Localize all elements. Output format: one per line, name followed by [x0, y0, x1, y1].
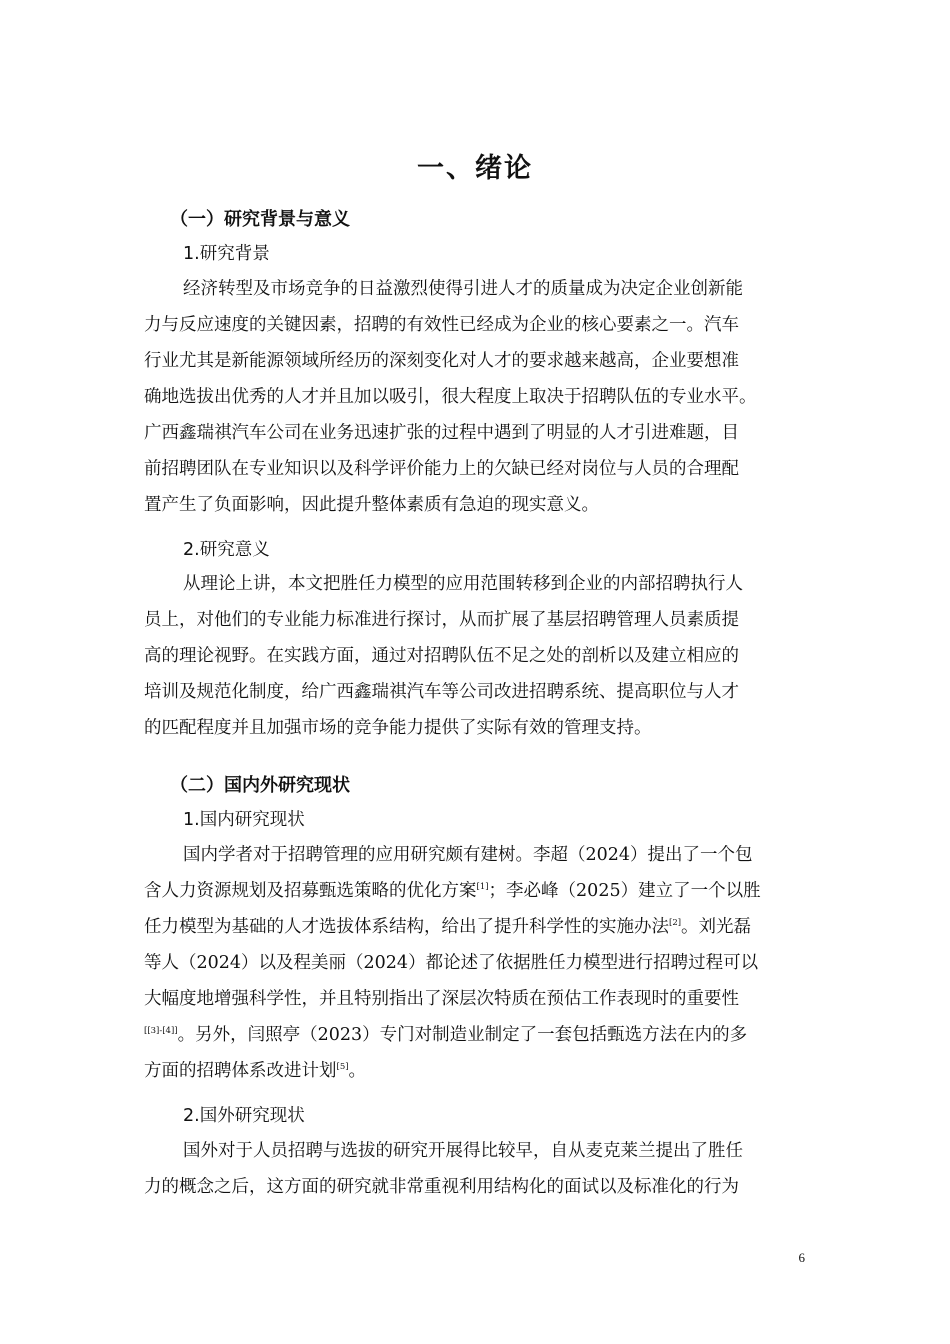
subsection-heading-research-significance: 2.研究意义	[183, 540, 270, 560]
paragraph-line: 力的概念之后，这方面的研究就非常重视利用结构化的面试以及标准化的行为	[144, 1177, 739, 1197]
paragraph-line: 的匹配程度并且加强市场的竞争能力提供了实际有效的管理支持。	[144, 718, 652, 738]
paragraph-line: 培训及规范化制度，给广西鑫瑞祺汽车等公司改进招聘系统、提高职位与人才	[144, 682, 739, 702]
paragraph-line: 大幅度地增强科学性，并且特别指出了深层次特质在预估工作表现时的重要性	[144, 989, 739, 1009]
text-run: 。刘光磊	[681, 917, 752, 937]
paragraph-line: 前招聘团队在专业知识以及科学评价能力上的欠缺已经对岗位与人员的合理配	[144, 459, 739, 479]
subsection-heading-research-background: 1.研究背景	[183, 244, 270, 264]
paragraph-line: 员上，对他们的专业能力标准进行探讨，从而扩展了基层招聘管理人员素质提	[144, 610, 739, 630]
text-run: 。另外，闫照亭（2023）专门对制造业制定了一套包括甄选方法在内的多	[177, 1025, 748, 1045]
paragraph-line: 行业尤其是新能源领域所经历的深刻变化对人才的要求越来越高，企业要想准	[144, 351, 739, 371]
paragraph-line	[144, 1059, 366, 1083]
paragraph-line: 置产生了负面影响，因此提升整体素质有急迫的现实意义。	[144, 495, 599, 515]
citation-ref: [2]	[669, 918, 682, 928]
text-run: 方面的招聘体系改进计划	[144, 1061, 337, 1081]
paragraph-line: 国内学者对于招聘管理的应用研究颇有建树。李超（2024）提出了一个包	[183, 845, 753, 865]
citation-ref: [5]	[336, 1062, 349, 1072]
citation-ref: [1]	[476, 882, 489, 892]
paragraph-line: 从理论上讲，本文把胜任力模型的应用范围转移到企业的内部招聘执行人	[183, 574, 743, 594]
paragraph-line: 国外对于人员招聘与选拔的研究开展得比较早，自从麦克莱兰提出了胜任	[183, 1141, 743, 1161]
paragraph-line	[144, 879, 761, 903]
text-run: 含人力资源规划及招募甄选策略的优化方案	[144, 881, 477, 901]
subsection-heading-foreign-status: 2.国外研究现状	[183, 1106, 305, 1126]
paragraph-line: 经济转型及市场竞争的日益激烈使得引进人才的质量成为决定企业创新能	[183, 279, 743, 299]
text-run: 。	[348, 1061, 367, 1081]
page-number: 6	[798, 1250, 805, 1265]
paragraph-line: 力与反应速度的关键因素，招聘的有效性已经成为企业的核心要素之一。汽车	[144, 315, 739, 335]
paragraph-line	[144, 915, 751, 939]
chapter-title: 一、绪论	[417, 153, 533, 184]
citation-ref: [[3]-[4]]	[144, 1026, 178, 1036]
text-run: ；李必峰（2025）建立了一个以胜	[488, 881, 761, 901]
text-run: 任力模型为基础的人才选拔体系结构，给出了提升科学性的实施办法	[144, 917, 669, 937]
paragraph-line: 确地选拔出优秀的人才并且加以吸引，很大程度上取决于招聘队伍的专业水平。	[144, 387, 757, 407]
section-heading-research-status: （二）国内外研究现状	[170, 775, 350, 796]
paragraph-line: 广西鑫瑞祺汽车公司在业务迅速扩张的过程中遇到了明显的人才引进难题，目	[144, 423, 739, 443]
subsection-heading-domestic-status: 1.国内研究现状	[183, 810, 305, 830]
paragraph-line: 高的理论视野。在实践方面，通过对招聘队伍不足之处的剖析以及建立相应的	[144, 646, 739, 666]
paragraph-line: 等人（2024）以及程美丽（2024）都论述了依据胜任力模型进行招聘过程可以	[144, 953, 759, 973]
paragraph-line	[144, 1023, 747, 1047]
section-heading-background: （一）研究背景与意义	[170, 209, 350, 230]
